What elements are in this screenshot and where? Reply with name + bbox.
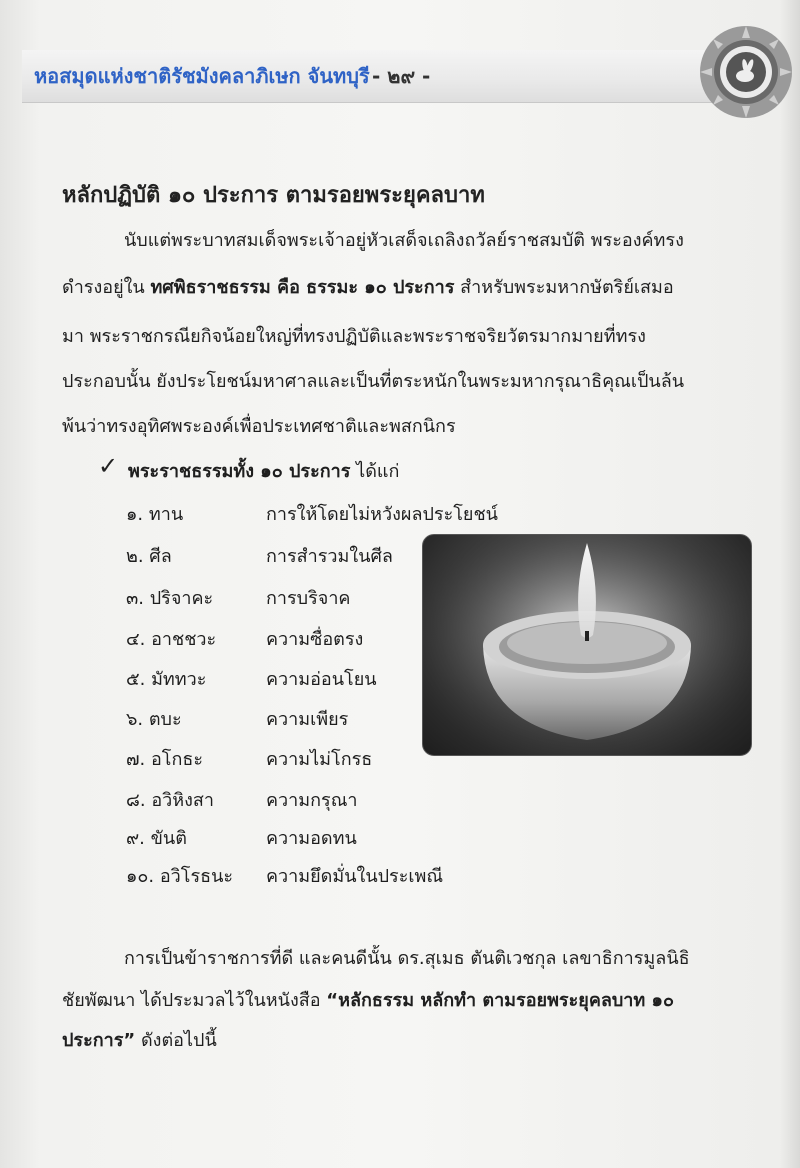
page-number: - ๒๙ - [372,64,431,88]
virtue-meaning: ความกรุณา [266,790,358,811]
intro-line-2-emphasis: ทศพิธราชธรรม คือ ธรรมะ ๑๐ ประการ [150,277,455,298]
virtue-term: ๙. ขันติ [126,828,187,849]
closing-line-3 [62,1025,217,1054]
candle-photo [422,534,752,756]
virtue-term: ๑. ทาน [126,504,184,525]
virtue-meaning: การบริจาค [266,588,351,609]
book-title-end: ประการ” [62,1030,136,1051]
virtue-term: ๓. ปริจาคะ [126,588,214,609]
virtue-meaning: ความอ่อนโยน [266,669,377,690]
virtue-term: ๔. อาชชวะ [126,629,217,650]
virtues-heading-bold: พระราชธรรมทั้ง ๑๐ ประการ [128,461,351,482]
virtue-term: ๗. อโกธะ [126,749,204,770]
virtue-term: ๕. มัททวะ [126,669,207,690]
virtue-meaning: ความเพียร [266,709,349,730]
closing-line-1: การเป็นข้าราชการที่ดี และคนดีนั้น ดร.สุเมธ ตันติเวชกุล เลขาธิการมูลนิธิ [124,948,690,969]
intro-line-2-part-a: ดำรงอยู่ใน [62,277,151,298]
virtue-term: ๖. ตบะ [126,709,182,730]
virtue-term: ๘. อวิหิงสา [126,790,214,811]
intro-line-2 [62,272,674,301]
intro-line-4: ประกอบนั้น ยังประโยชน์มหาศาลและเป็นที่ตระหนักในพระมหากรุณาธิคุณเป็นล้น [62,371,685,392]
closing-line-3-rest: ดังต่อไปนี้ [135,1030,217,1051]
header-title: หอสมุดแห่งชาติรัชมังคลาภิเษก จันทบุรี [34,64,370,88]
virtue-meaning: การสำรวมในศีล [266,546,393,567]
library-emblem-icon [698,24,794,120]
closing-line-2 [62,985,674,1014]
book-title: “หลักธรรม หลักทำ ตามรอยพระยุคลบาท ๑๐ [326,990,674,1011]
checkmark-icon: ✓ [98,452,119,480]
closing-line-2-part-a: ชัยพัฒนา ได้ประมวลไว้ในหนังสือ [62,990,327,1011]
intro-line-1: นับแต่พระบาทสมเด็จพระเจ้าอยู่หัวเสด็จเถลิงถวัลย์ราชสมบัติ พระองค์ทรง [124,230,684,251]
virtue-term: ๑๐. อวิโรธนะ [126,866,234,887]
candle-illustration [423,535,751,755]
virtue-meaning: ความยึดมั่นในประเพณี [266,866,444,887]
intro-line-3: มา พระราชกรณียกิจน้อยใหญ่ที่ทรงปฏิบัติและพระราชจริยวัตรมากมายที่ทรง [62,326,646,347]
intro-line-2-part-c: สำหรับพระมหากษัตริย์เสมอ [454,277,674,298]
virtues-heading [128,456,399,485]
intro-line-5: พ้นว่าทรงอุทิศพระองค์เพื่อประเทศชาติและพสกนิกร [62,416,456,437]
section-heading: หลักปฏิบัติ ๑๐ ประการ ตามรอยพระยุคลบาท [62,183,485,208]
virtues-heading-rest: ได้แก่ [350,461,400,482]
virtue-meaning: การให้โดยไม่หวังผลประโยชน์ [266,504,498,525]
virtue-meaning: ความไม่โกรธ [266,749,373,770]
virtue-meaning: ความซื่อตรง [266,629,364,650]
virtue-term: ๒. ศีล [126,546,172,567]
virtue-meaning: ความอดทน [266,828,357,849]
